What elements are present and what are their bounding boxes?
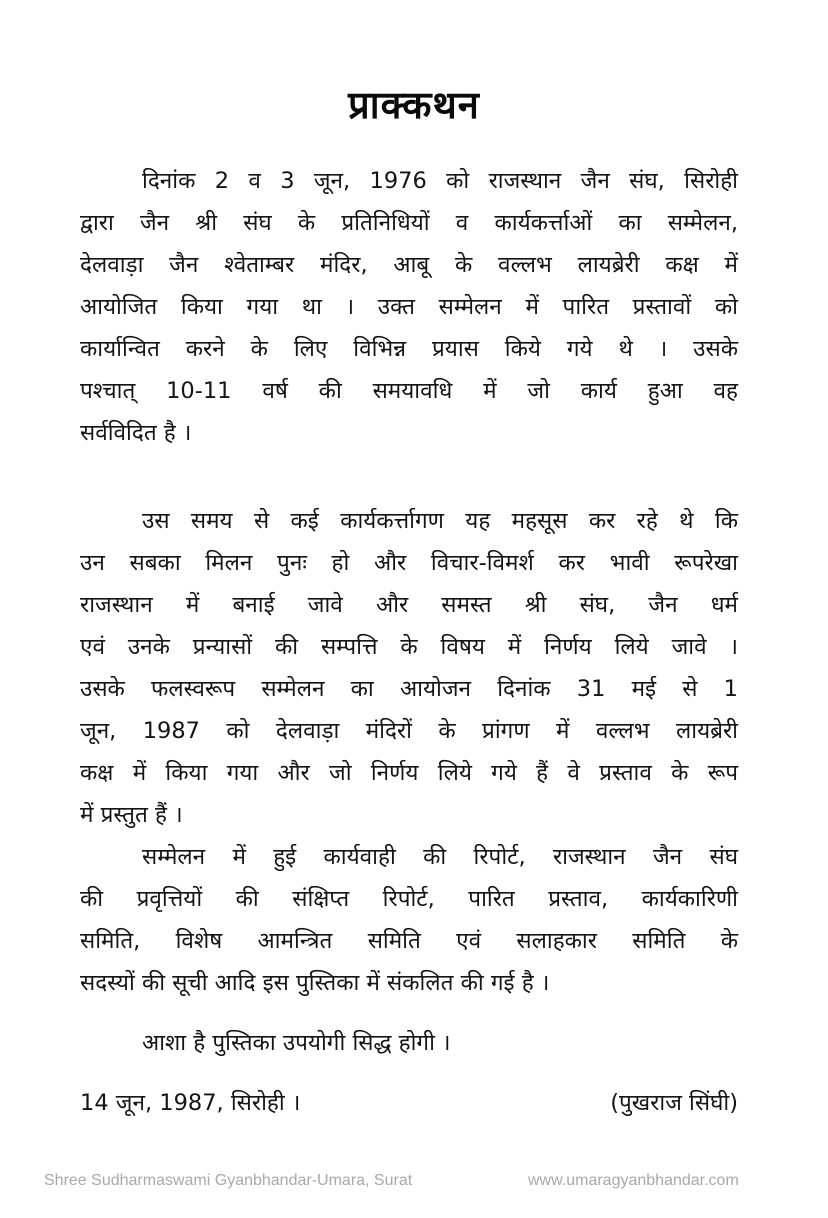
text-line: उन सबका मिलन पुनः हो और विचार-विमर्श कर भावी रूपरेखा (80, 550, 738, 576)
text-line: कार्यान्वित करने के लिए विभिन्न प्रयास किये गये थे । उसके (80, 336, 738, 362)
date-place: 14 जून, 1987, सिरोही । (80, 1090, 301, 1116)
text-line: जून, 1987 को देलवाड़ा मंदिरों के प्रांगण में वल्लभ लायब्रेरी (80, 718, 738, 744)
paragraph-2 (80, 500, 738, 836)
footer-source: Shree Sudharmaswami Gyanbhandar-Umara, Surat (44, 1172, 413, 1189)
text-line: द्वारा जैन श्री संघ के प्रतिनिधियों व कार्यकर्त्ताओं का सम्मेलन, (80, 210, 738, 236)
signature: (पुखराज सिंघी) (610, 1090, 738, 1116)
text-line: पश्चात् 10-11 वर्ष की समयावधि में जो कार्य हुआ वह (80, 378, 738, 404)
text-line: उसके फलस्वरूप सम्मेलन का आयोजन दिनांक 31 मई से 1 (80, 676, 738, 702)
text-line: देलवाड़ा जैन श्वेताम्बर मंदिर, आबू के वल्लभ लायब्रेरी कक्ष में (80, 252, 738, 278)
paragraph-3 (80, 836, 738, 1004)
text-line: दिनांक 2 व 3 जून, 1976 को राजस्थान जैन संघ, सिरोही (142, 168, 738, 194)
signature-line (80, 1082, 738, 1124)
text-line: की प्रवृत्तियों की संक्षिप्त रिपोर्ट, पारित प्रस्ताव, कार्यकारिणी (80, 886, 738, 912)
text-line: आयोजित किया गया था । उक्त सम्मेलन में पारित प्रस्तावों को (80, 294, 738, 320)
text-line: राजस्थान में बनाई जावे और समस्त श्री संघ, जैन धर्म (80, 592, 738, 618)
paragraph-4 (80, 1022, 738, 1064)
text-line: सम्मेलन में हुई कार्यवाही की रिपोर्ट, राजस्थान जैन संघ (142, 844, 738, 870)
text-line: सदस्यों की सूची आदि इस पुस्तिका में संकलित की गई है । (80, 970, 550, 996)
text-line: सर्वविदित है । (80, 420, 192, 446)
text-line: आशा है पुस्तिका उपयोगी सिद्ध होगी । (142, 1030, 451, 1056)
text-line: उस समय से कई कार्यकर्त्तागण यह महसूस कर रहे थे कि (142, 508, 738, 534)
text-line: समिति, विशेष आमन्त्रित समिति एवं सलाहकार समिति के (80, 928, 738, 954)
page-title: प्राक्कथन (348, 83, 480, 127)
text-line: में प्रस्तुत हैं । (80, 802, 183, 828)
footer-website-link[interactable]: www.umaragyanbhandar.com (528, 1172, 739, 1189)
paragraph-1 (80, 160, 738, 454)
text-line: कक्ष में किया गया और जो निर्णय लिये गये हैं वे प्रस्ताव के रूप (80, 760, 738, 786)
text-line: एवं उनके प्रन्यासों की सम्पत्ति के विषय में निर्णय लिये जावे । (80, 634, 738, 660)
